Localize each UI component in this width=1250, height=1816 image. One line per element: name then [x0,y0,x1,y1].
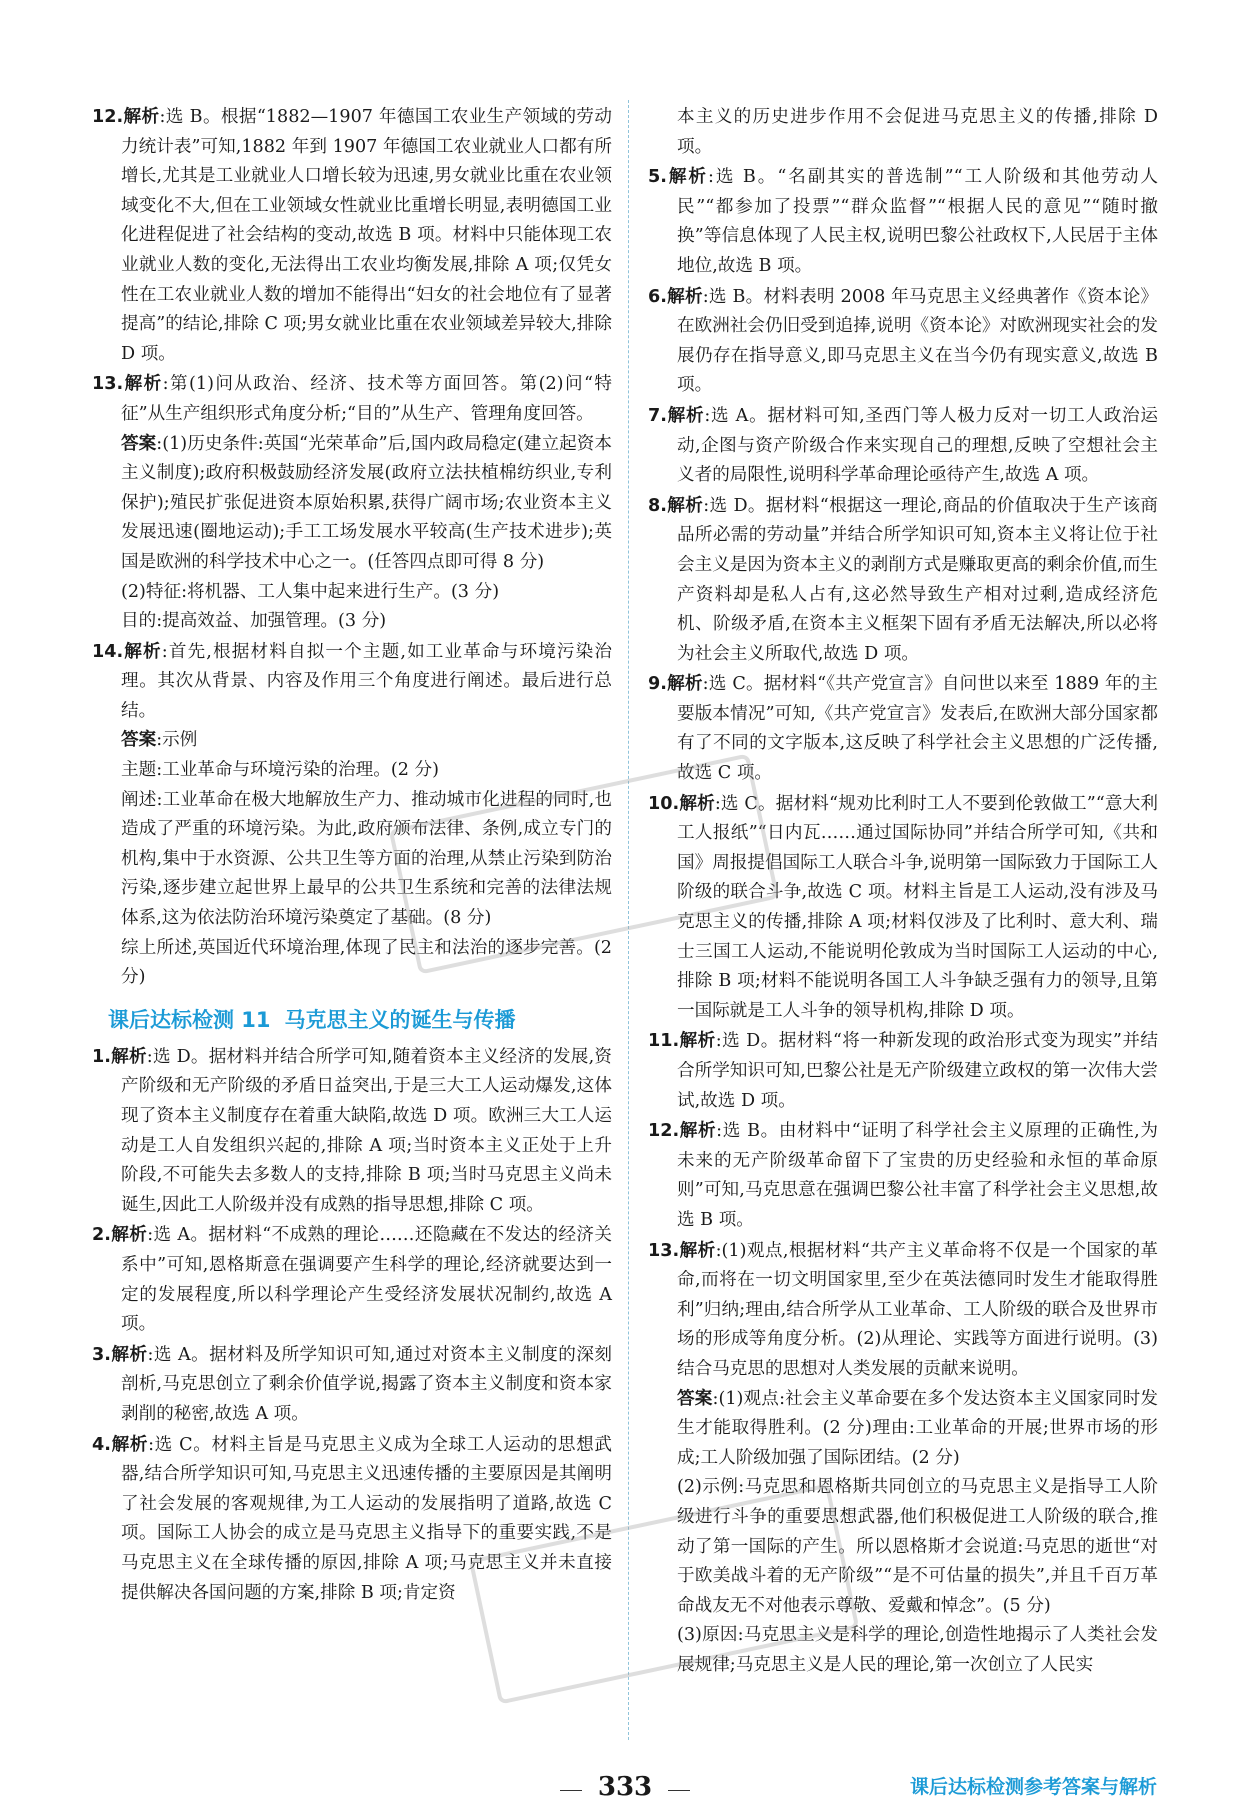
analysis-text: :(1)观点,根据材料“共产主义革命将不仅是一个国家的革命,而将在一切文明国家里,至少在英法德同时发生才能取得胜利”归纳;理由,结合所学从工业革命、工人阶级的联合及世界市场的形成等角度分析。(2)从理论、实践等方面进行说明。(3)结合马克思的思想对人类发展的贡献来说明。 [677,1240,1158,1379]
answer-item-3 [92,1341,612,1430]
item-number: 12. [648,1121,680,1142]
answer-item-2 [92,1221,612,1339]
right-column [648,103,1158,1681]
item-number: 13. [92,374,124,395]
analysis-tag: 解析 [666,286,703,307]
analysis-text: :选 A。据材料及所学知识可知,通过对资本主义制度的深刻剖析,马克思创立了剩余价值学说,揭露了资本主义制度和资本家剥削的秘密,故选 A 项。 [121,1344,612,1424]
answer-item-11 [648,1027,1158,1116]
analysis-tag: 解析 [666,674,703,695]
item-number: 10. [648,793,680,814]
answer-item-9 [648,670,1158,788]
analysis-tag: 解析 [110,1344,148,1365]
answer-item-1 [92,1043,612,1221]
item-number: 2. [92,1225,111,1246]
analysis-text: :选 A。据材料可知,圣西门等人极力反对一切工人政治运动,企图与资产阶级合作来实现自己的理想,反映了空想社会主义者的局限性,说明科学革命理论亟待产生,故选 A 项。 [677,405,1158,486]
answer-line: 主题:工业革命与环境污染的治理。(2 分) [121,760,439,781]
answer-item-13 [92,370,612,636]
item-number: 7. [648,405,667,426]
answer-item-6 [648,283,1158,401]
item-number: 11. [648,1031,680,1052]
answer-line: 阐述:工业革命在极大地解放生产力、推动城市化进程的同时,也造成了严重的环境污染。为此,政府颁布法律、条例,成立专门的机构,集中于水资源、公共卫生等方面的治理,从禁止污染到防治污染,逐步建立起世界上最早的公共卫生系统和完善的法律法规体系,这为依法防治环境污染奠定了基础。(8 分) [121,789,612,929]
analysis-tag: 解析 [110,1225,148,1246]
left-column [92,103,612,1609]
section-title [92,1001,612,1039]
item-number: 6. [648,286,667,307]
analysis-tag: 解析 [123,374,163,395]
running-footer-title: 课后达标检测参考答案与解析 [909,1776,1157,1798]
answer-text: :(1)历史条件:英国“光荣革命”后,国内政局稳定(建立起资本主义制度);政府积极鼓励经济发展(政府立法扶植棉纺织业,专利保护);殖民扩张促进资本原始积累,获得广阔市场;农业资本主义发展迅速(圈地运动);手工工场发展水平较高(生产技术进步);英国是欧洲的科学技术中心之一。(任答四点即可得 8 分) [121,433,612,572]
analysis-text: :选 C。材料主旨是马克思主义成为全球工人运动的思想武器,结合所学知识可知,马克思主义迅速传播的主要原因是其阐明了社会发展的客观规律,为工人运动的发展指明了道路,故选 C 项。国际工人协会的成立是马克思主义指导下的重要实践,不是马克思主义在全球传播的原因,排除 A 项;马克思主义并未直接提供解决各国问题的方案,排除 B 项;肯定资 [121,1434,612,1603]
answer-item-12 [92,103,612,369]
analysis-text: :选 D。据材料“将一种新发现的政治形式变为现实”并结合所学知识可知,巴黎公社是无产阶级建立政权的第一次伟大尝试,故选 D 项。 [677,1031,1158,1111]
analysis-text: :选 D。据材料“根据这一理论,商品的价值取决于生产该商品所必需的劳动量”并结合所学知识可知,资本主义将让位于社会主义是因为资本主义的剥削方式是赚取更高的剩余价值,而生产资料却是私人占有,这必然导致生产相对过剩,造成经济危机、阶级矛盾,在资本主义框架下固有矛盾无法解决,所以必将为社会主义所取代,故选 D 项。 [677,495,1158,664]
answer-item-7 [648,402,1158,491]
answer-tag: 答案 [121,730,157,751]
footer-dash-right [668,1790,690,1791]
column-divider [628,100,629,1740]
continued-text: 本主义的历史进步作用不会促进马克思主义的传播,排除 D 项。 [677,107,1158,157]
analysis-tag: 解析 [110,1046,147,1067]
analysis-tag: 解析 [666,495,704,516]
page-number: 333 [597,1772,653,1802]
analysis-tag: 解析 [110,1434,149,1455]
item-number: 14. [92,641,124,662]
analysis-text: :第(1)问从政治、经济、技术等方面回答。第(2)问“特征”从生产组织形式角度分析;“目的”从生产、管理角度回答。 [121,374,612,424]
answer-item-10 [648,790,1158,1027]
analysis-text: :选 C。据材料“《共产党宣言》自问世以来至 1889 年的主要版本情况”可知,《共产党宣言》发表后,在欧洲大部分国家都有了不同的文字版本,这反映了科学社会主义思想的广泛传播,故选 C 项。 [677,674,1158,784]
answer-item-8 [648,492,1158,670]
analysis-tag: 解析 [679,793,715,814]
item-number: 5. [648,167,667,188]
item-number: 13. [648,1240,680,1261]
analysis-tag: 解析 [666,405,705,426]
analysis-text: :选 D。据材料并结合所学可知,随着资本主义经济的发展,资产阶级和无产阶级的矛盾日益突出,于是三大工人运动爆发,这体现了资本主义制度存在着重大缺陷,故选 D 项。欧洲三大工人运动是工人自发组织兴起的,排除 A 项;当时资本主义正处于上升阶段,不可能失去多数人的支持,排除 B 项;当时马克思主义尚未诞生,因此工人阶级并没有成熟的指导思想,排除 C 项。 [121,1046,612,1215]
answer-line: 综上所述,英国近代环境治理,体现了民主和法治的逐步完善。(2 分) [121,937,612,988]
answer-item-5 [648,163,1158,281]
answer-line: 目的:提高效益、加强管理。(3 分) [121,611,387,632]
item-number: 12. [92,107,124,127]
item-number: 8. [648,495,667,516]
answer-text: :(1)观点:社会主义革命要在多个发达资本主义国家同时发生才能取得胜利。(2 分)理由:工业革命的开展;世界市场的形成;工人阶级加强了国际团结。(2 分) [677,1388,1158,1468]
analysis-text: :选 A。据材料“不成熟的理论……还隐藏在不发达的经济关系中”可知,恩格斯意在强调要产生科学的理论,经济就要达到一定的发展程度,所以科学理论产生受经济发展状况制约,故选 A 项。 [121,1225,612,1335]
analysis-tag: 解析 [666,167,708,188]
answer-item-13b [648,1237,1158,1681]
section-title-prefix: 课后达标检测 11 [108,1007,271,1032]
analysis-text: :选 B。根据“1882—1907 年德国工农业生产领域的劳动力统计表”可知,1882 年到 1907 年德国工农业就业人口都有所增长,尤其是工业就业人口增长较为迅速,男女就业比重在农业领域变化不大,但在工业领域女性就业比重增长明显,表明德国工业化进程促进了社会结构的变动,故选 B 项。材料中只能体现工农业就业人数的变化,无法得出工农业均衡发展,排除 A 项;仅凭女性在工农业就业人数的增加不能得出“妇女的社会地位有了显著提高”的结论,排除 C 项;男女就业比重在农业领域差异较大,排除 D 项。 [121,107,612,364]
item-number: 1. [92,1046,111,1067]
answer-item-12b [648,1117,1158,1235]
answer-line: (3)原因:马克思主义是科学的理论,创造性地揭示了人类社会发展规律;马克思主义是人民的理论,第一次创立了人民实 [677,1625,1158,1675]
analysis-tag: 解析 [123,641,162,662]
item-number: 4. [92,1434,111,1455]
answer-text: :示例 [156,730,198,751]
answer-item-4 [92,1431,612,1609]
item-number: 9. [648,674,667,695]
analysis-tag: 解析 [123,107,160,127]
answer-tag: 答案 [677,1388,713,1409]
analysis-text: :首先,根据材料自拟一个主题,如工业革命与环境污染治理。其次从背景、内容及作用三个角度进行阐述。最后进行总结。 [121,641,612,721]
item-number: 3. [92,1344,111,1365]
answer-tag: 答案 [121,433,157,454]
analysis-text: :选 B。由材料中“证明了科学社会主义原理的正确性,为未来的无产阶级革命留下了宝贵的历史经验和永恒的革命原则”可知,马克思意在强调巴黎公社丰富了科学社会主义思想,故选 B 项。 [677,1121,1158,1230]
answer-item-14 [92,638,612,993]
answer-line: (2)特征:将机器、工人集中起来进行生产。(3 分) [121,581,500,602]
analysis-text: :选 B。“名副其实的普选制”“工人阶级和其他劳动人民”“都参加了投票”“群众监督”“根据人民的意见”“随时撤换”等信息体现了人民主权,说明巴黎公社政权下,人民居于主体地位,故选 B 项。 [677,167,1158,276]
analysis-tag: 解析 [679,1031,716,1052]
analysis-text: :选 B。材料表明 2008 年马克思主义经典著作《资本论》在欧洲社会仍旧受到追捧,说明《资本论》对欧洲现实社会的发展仍存在指导意义,即马克思主义在当今仍有现实意义,故选 B 项。 [677,286,1158,396]
section-title-main: 马克思主义的诞生与传播 [284,1007,516,1032]
analysis-tag: 解析 [679,1240,716,1261]
analysis-text: :选 C。据材料“规劝比利时工人不要到伦敦做工”“意大利工人报纸”“日内瓦……通过国际协同”并结合所学可知,《共和国》周报提倡国际工人联合斗争,说明第一国际致力于国际工人阶级的联合斗争,故选 C 项。材料主旨是工人运动,没有涉及马克思主义的传播,排除 A 项;材料仅涉及了比利时、意大利、瑞士三国工人运动,不能说明伦敦成为当时国际工人运动的中心,排除 B 项;材料不能说明各国工人斗争缺乏强有力的领导,且第一国际就是工人斗争的领导机构,排除 D 项。 [677,793,1158,1021]
answer-line: (2)示例:马克思和恩格斯共同创立的马克思主义是指导工人阶级进行斗争的重要思想武器,他们积极促进工人阶级的联合,推动了第一国际的产生。所以恩格斯才会说道:马克思的逝世“对于欧美战斗着的无产阶级”“是不可估量的损失”,并且千百万革命战友无不对他表示尊敬、爱戴和悼念”。(5 分) [677,1477,1158,1616]
analysis-tag: 解析 [679,1121,717,1142]
